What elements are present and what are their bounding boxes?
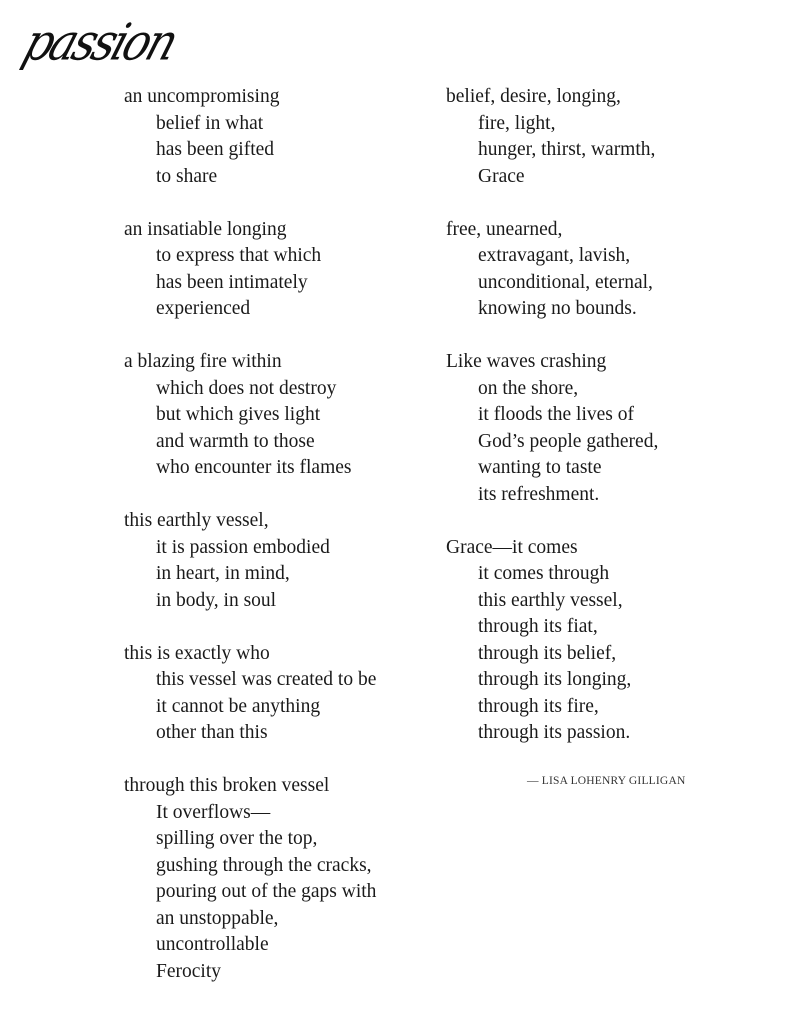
poem-line: belief, desire, longing, <box>446 86 621 107</box>
poem-line: to express that which <box>156 245 322 266</box>
stanza <box>124 84 376 190</box>
author-attribution: — LISA LOHENRY GILLIGAN <box>527 775 686 787</box>
poem-line: wanting to taste <box>478 457 602 478</box>
poem-line: Like waves crashing <box>446 351 607 372</box>
poem-line: who encounter its flames <box>156 457 352 478</box>
poem-line: other than this <box>156 722 268 743</box>
stanza <box>124 641 376 747</box>
poem-line: its refreshment. <box>478 483 600 505</box>
stanza <box>124 349 376 482</box>
poem-line: through its passion. <box>478 722 631 743</box>
left-column <box>124 84 376 1012</box>
poem-line: Grace—it comes <box>446 536 578 558</box>
stanza <box>446 217 658 323</box>
poem-line: on the shore, <box>478 377 579 399</box>
poem-line: to share <box>156 165 218 187</box>
poem-line: this earthly vessel, <box>124 510 269 531</box>
poem-line: belief in what <box>156 112 264 134</box>
poem-line: knowing no bounds. <box>478 298 637 319</box>
poem-line: has been intimately <box>156 271 308 293</box>
poem-line: extravagant, lavish, <box>478 245 631 266</box>
poem-line: gushing through the cracks, <box>156 854 372 876</box>
poem-line: through its belief, <box>478 642 617 664</box>
poem-line: it comes through <box>478 563 610 584</box>
poem-line: unconditional, eternal, <box>478 271 653 293</box>
right-column <box>446 84 658 773</box>
poem-line: it cannot be anything <box>156 695 321 717</box>
poem-line: which does not destroy <box>156 377 337 399</box>
stanza <box>446 349 658 508</box>
poem-line: God’s people gathered, <box>478 430 659 452</box>
poem-line: an unstoppable, <box>156 907 279 929</box>
poem-line: uncontrollable <box>156 934 269 955</box>
poem-line: free, unearned, <box>446 218 563 240</box>
poem-line: It overflows— <box>156 801 271 823</box>
poem-line: it is passion embodied <box>156 536 330 558</box>
poem-line: Grace <box>478 165 525 187</box>
poem-line: an insatiable longing <box>124 218 287 240</box>
poem-line: this vessel was created to be <box>156 669 377 690</box>
stanza <box>124 773 376 985</box>
poem-line: but which gives light <box>156 404 321 425</box>
poem-line: pouring out of the gaps with <box>156 881 377 902</box>
poem-line: in heart, in mind, <box>156 563 290 584</box>
poem-line: through its fiat, <box>478 616 598 637</box>
poem-line: this earthly vessel, <box>478 589 623 611</box>
poem-line: fire, light, <box>478 112 556 134</box>
poem-line: it floods the lives of <box>478 404 634 425</box>
stanza <box>124 217 376 323</box>
poem-line: experienced <box>156 298 251 319</box>
poem-line: hunger, thirst, warmth, <box>478 139 656 160</box>
stanza <box>446 84 658 190</box>
poem-title: passion <box>16 13 183 73</box>
poem-line: this is exactly who <box>124 642 270 664</box>
poem-line: and warmth to those <box>156 430 315 452</box>
poem-line: spilling over the top, <box>156 828 318 849</box>
poem-line: an uncompromising <box>124 86 280 107</box>
poem-line: has been gifted <box>156 139 275 160</box>
stanza <box>124 508 376 614</box>
poem-line: through its longing, <box>478 669 632 690</box>
stanza <box>446 535 658 747</box>
poem-line: Ferocity <box>156 960 221 982</box>
poem-line: a blazing fire within <box>124 351 282 372</box>
poem-line: in body, in soul <box>156 589 277 611</box>
poem-line: through this broken vessel <box>124 775 330 796</box>
poem-line: through its fire, <box>478 695 599 717</box>
